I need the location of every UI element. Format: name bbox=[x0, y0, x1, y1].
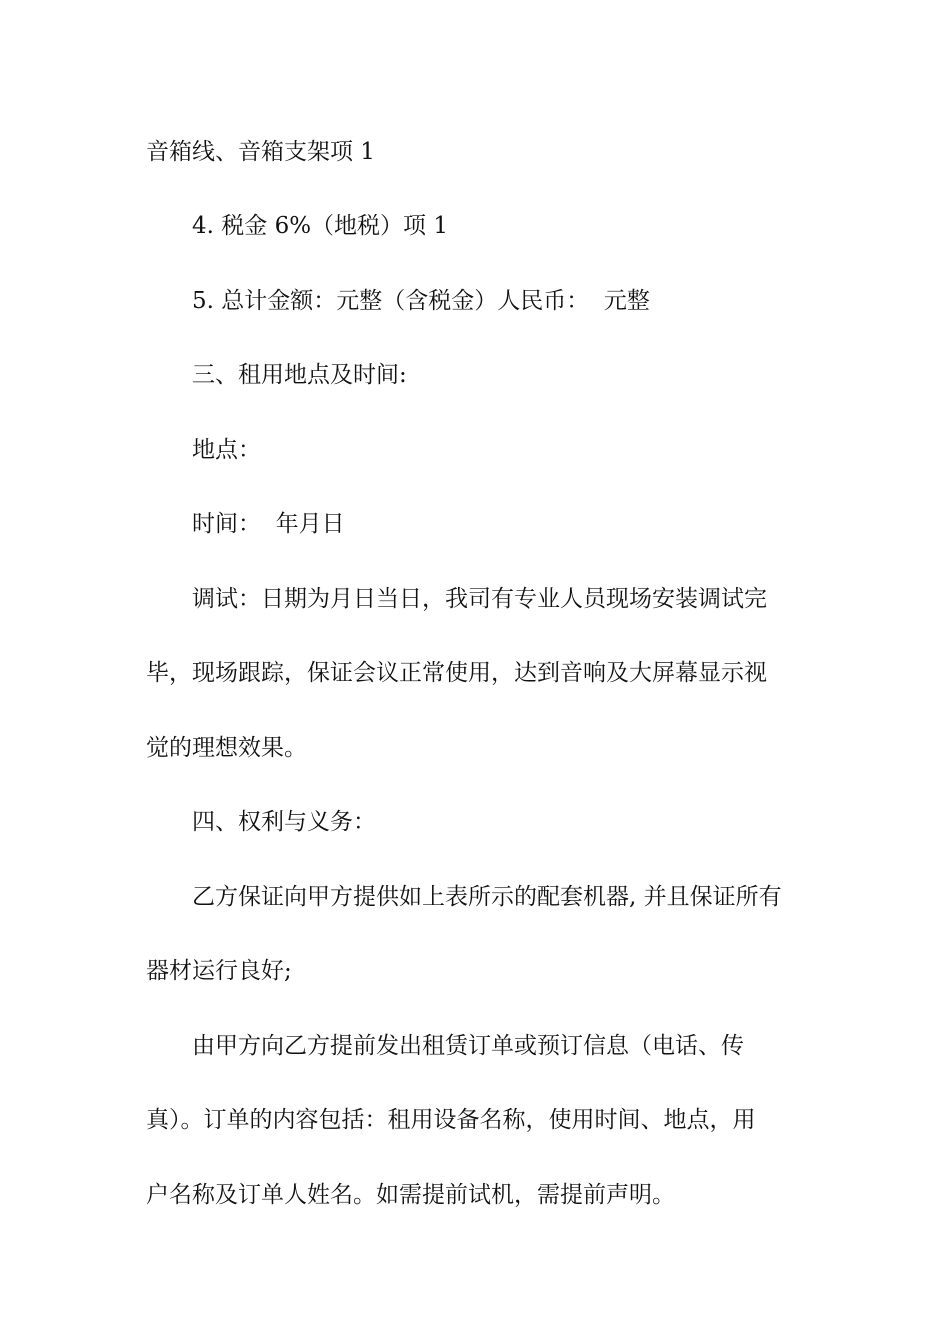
doc-line-rights-1: 乙方保证向甲方提供如上表所示的配套机器, 并且保证所有 bbox=[192, 884, 782, 910]
section-heading-4: 四、权利与义务： bbox=[192, 809, 376, 835]
doc-line-time: 时间： 年月日 bbox=[192, 511, 345, 537]
doc-line-debug-1: 调试：日期为月日当日，我司有专业人员现场安装调试完 bbox=[192, 586, 767, 612]
doc-line-2: 4. 税金 6%（地税）项 1 bbox=[192, 213, 448, 239]
doc-line-3: 5. 总计金额：元整（含税金）人民币： 元整 bbox=[192, 288, 650, 314]
doc-line-rights-2: 器材运行良好; bbox=[146, 958, 292, 984]
section-heading-3: 三、租用地点及时间: bbox=[192, 362, 407, 388]
doc-line-location: 地点： bbox=[192, 437, 261, 463]
doc-line-debug-3: 觉的理想效果。 bbox=[146, 735, 307, 761]
doc-line-1: 音箱线、音箱支架项 1 bbox=[146, 139, 375, 165]
doc-line-debug-2: 毕，现场跟踪，保证会议正常使用，达到音响及大屏幕显示视 bbox=[146, 660, 767, 686]
doc-line-order-2: 真）。订单的内容包括：租用设备名称，使用时间、地点，用 bbox=[146, 1107, 756, 1133]
doc-line-order-3: 户名称及订单人姓名。如需提前试机，需提前声明。 bbox=[146, 1182, 675, 1208]
doc-line-order-1: 由甲方向乙方提前发出租赁订单或预订信息（电话、传 bbox=[192, 1033, 744, 1059]
